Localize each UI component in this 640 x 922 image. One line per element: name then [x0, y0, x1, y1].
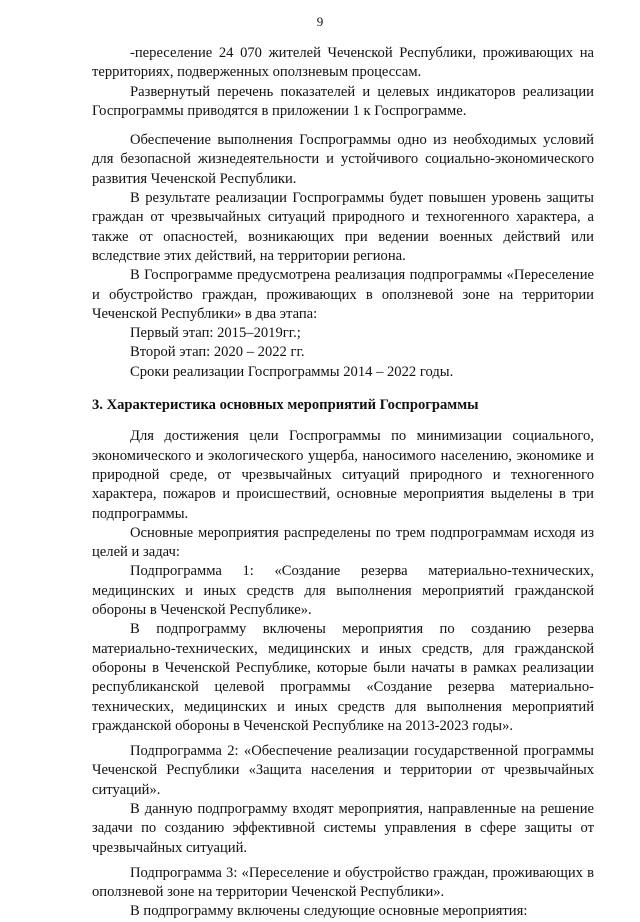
- paragraph-subprogram-2-title: Подпрограмма 2: «Обеспечение реализации государственной программы Чеченской Республики «Защита населения и территории от чрезвычайных ситуаций».: [92, 743, 594, 798]
- paragraph-subprograms-overview: Для достижения цели Госпрограммы по минимизации социального, экономического и экологического ущерба, наносимого населению, экономике и природной среде, от чрезвычайных ситуаций природного и техногенного характера, пожаров и происшествий, основные мероприятия выделены в три подпрограммы.: [92, 428, 594, 522]
- paragraph-stage-one: Первый этап: 2015–2019гг.;: [130, 325, 301, 342]
- paragraph-program-importance: Обеспечение выполнения Госпрограммы одно из необходимых условий для безопасной жизнедеятельности и устойчивого социально-экономического развития Чеченской Республики.: [92, 132, 594, 187]
- paragraph-subprogram-3-title: Подпрограмма 3: «Переселение и обустройство граждан, проживающих в оползневой зоне на территории Чеченской Республики».: [92, 864, 594, 901]
- paragraph-indicators-reference: Развернутый перечень показателей и целевых индикаторов реализации Госпрограммы приводятся в приложении 1 к Госпрограмме.: [92, 83, 594, 119]
- paragraph-subprogram-2-description: В данную подпрограмму входят мероприятия, направленные на решение задачи по созданию эффективной системы управления в сфере защиты от чрезвычайных ситуаций.: [92, 800, 594, 856]
- page-number: 9: [316, 14, 324, 29]
- paragraph-subprogram-3-activities-intro: В подпрограмму включены следующие основные мероприятия:: [130, 903, 528, 920]
- paragraph-program-period: Сроки реализации Госпрограммы 2014 – 2022 годы.: [130, 363, 454, 380]
- paragraph-expected-results: В результате реализации Госпрограммы будет повышен уровень защиты граждан от чрезвычайных ситуаций природного и техногенного характера, а также от опасностей, возникающих при ведении военных действий или вследствие этих действий, на территории региона.: [92, 190, 594, 264]
- paragraph-resettlement-goal: -переселение 24 070 жителей Чеченской Республики, проживающих на территориях, подверженных оползневым процессам.: [92, 45, 594, 81]
- paragraph-stage-two: Второй этап: 2020 – 2022 гг.: [130, 344, 305, 361]
- document-body: [92, 44, 594, 922]
- paragraph-stages-intro: В Госпрограмме предусмотрена реализация подпрограммы «Переселение и обустройство граждан, проживающих в оползневой зоне на территории Чеченской Республики» в два этапа:: [92, 267, 594, 322]
- paragraph-subprogram-1-description: В подпрограмму включены мероприятия по созданию резерва материально-технических, медицинских и иных средств, для гражданской обороны в Чеченской Республике, которые были начаты в рамках реализации республиканской целевой программы «Создание резерва материально-технических, медицинских и иных средств для выполнения мероприятий гражданской обороны в Чеченской Республике на 2013-2023 годы».: [92, 621, 594, 734]
- section-heading: 3. Характеристика основных мероприятий Госпрограммы: [92, 397, 479, 414]
- paragraph-subprogram-1-title: Подпрограмма 1: «Создание резерва материально-технических, медицинских и иных средств для выполнения мероприятий гражданской обороны в Чеченской Республике».: [92, 563, 594, 619]
- paragraph-activities-distribution: Основные мероприятия распределены по трем подпрограммам исходя из целей и задач:: [92, 524, 594, 561]
